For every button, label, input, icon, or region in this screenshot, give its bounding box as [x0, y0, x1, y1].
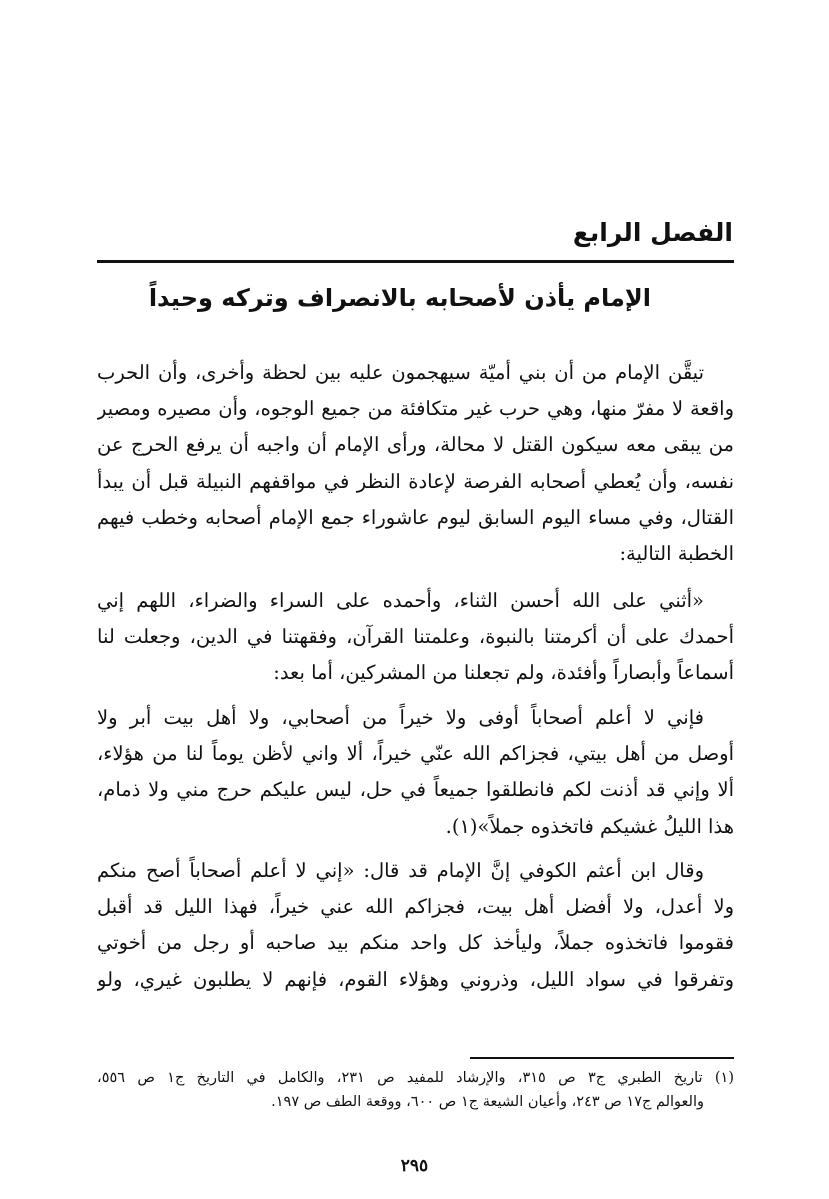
- chapter-heading: الفصل الرابع: [572, 218, 733, 247]
- paragraph-3: [97, 700, 734, 845]
- text-line: فقوموا فاتخذوه جملاً، وليأخذ كل واحد منكم بيد صاحبه أو رجل من أخوتي: [97, 931, 734, 955]
- paragraph-2: [97, 583, 734, 692]
- footnote-line: والعوالم ج١٧ ص ٢٤٣، وأعيان الشيعة ج١ ص ٦٠٠، ووقعة الطف ص ١٩٧.: [271, 1094, 704, 1110]
- header-rule: [97, 260, 734, 263]
- text-line: واقعة لا مفرّ منها، وهي حرب غير متكافئة من جميع الوجوه، وأن مصيره ومصير: [97, 397, 734, 421]
- text-line: وتفرقوا في سواد الليل، وذروني وهؤلاء القوم، فإنهم لا يطلبون غيري، ولو: [97, 967, 734, 991]
- text-line: أحمدك على أن أكرمتنا بالنبوة، وعلمتنا القرآن، وفقهتنا في الدين، وجعلت لنا: [97, 625, 734, 649]
- footnotes: [97, 1066, 734, 1114]
- text-line: هذا الليلُ غشيكم فاتخذوه جملاً»(١).: [445, 814, 734, 838]
- section-title: الإمام يأذن لأصحابه بالانصراف وتركه وحيداً: [148, 284, 651, 312]
- footnote-line: (١) تاريخ الطبري ج٣ ص ٣١٥، والإرشاد للمفيد ص ٢٣١، والكامل في التاريخ ج١ ص ٥٥٦،: [97, 1070, 734, 1086]
- text-line: تيقَّن الإمام من أن بني أميّة سيهجمون عليه بين لحظة وأخرى، وأن الحرب: [97, 361, 704, 384]
- text-line: فإني لا أعلم أصحاباً أوفى ولا خيراً من أصحابي، ولا أهل بيت أبر ولا: [97, 706, 704, 729]
- text-line: ولا أعدل، ولا أفضل أهل بيت، فجزاكم الله عني خيراً، فهذا الليل قد أقبل: [97, 895, 734, 919]
- text-line: أوصل من أهل بيتي، فجزاكم الله عنّي خيراً، ألا واني لأظن يوماً لنا من هؤلاء،: [97, 742, 734, 766]
- text-line: وقال ابن أعثم الكوفي إنَّ الإمام قد قال: «إني لا أعلم أصحاباً أصح منكم: [97, 859, 704, 882]
- paragraph-4: [97, 853, 734, 998]
- text-line: «أثني على الله أحسن الثناء، وأحمده على السراء والضراء، اللهم إني: [97, 589, 704, 612]
- text-line: الخطبة التالية:: [619, 541, 734, 565]
- footnote-rule: [470, 1057, 734, 1059]
- paragraph-1: [97, 355, 734, 572]
- page-number: ٢٩٥: [400, 1156, 429, 1176]
- text-line: نفسه، وأن يُعطي أصحابه الفرصة لإعادة النظر في مواقفهم النبيلة قبل أن يبدأ: [97, 469, 734, 493]
- text-line: ألا وإني قد أذنت لكم فانطلقوا جميعاً في حل، ليس عليكم حرج مني ولا ذمام،: [97, 778, 734, 802]
- text-line: من يبقى معه سيكون القتل لا محالة، ورأى الإمام أن واجبه أن يرفع الحرج عن: [97, 433, 734, 457]
- text-line: القتال، وفي مساء اليوم السابق ليوم عاشوراء جمع الإمام أصحابه وخطب فيهم: [97, 505, 734, 529]
- text-line: أسماعاً وأبصاراً وأفئدة، ولم تجعلنا من المشركين، أما بعد:: [273, 661, 734, 685]
